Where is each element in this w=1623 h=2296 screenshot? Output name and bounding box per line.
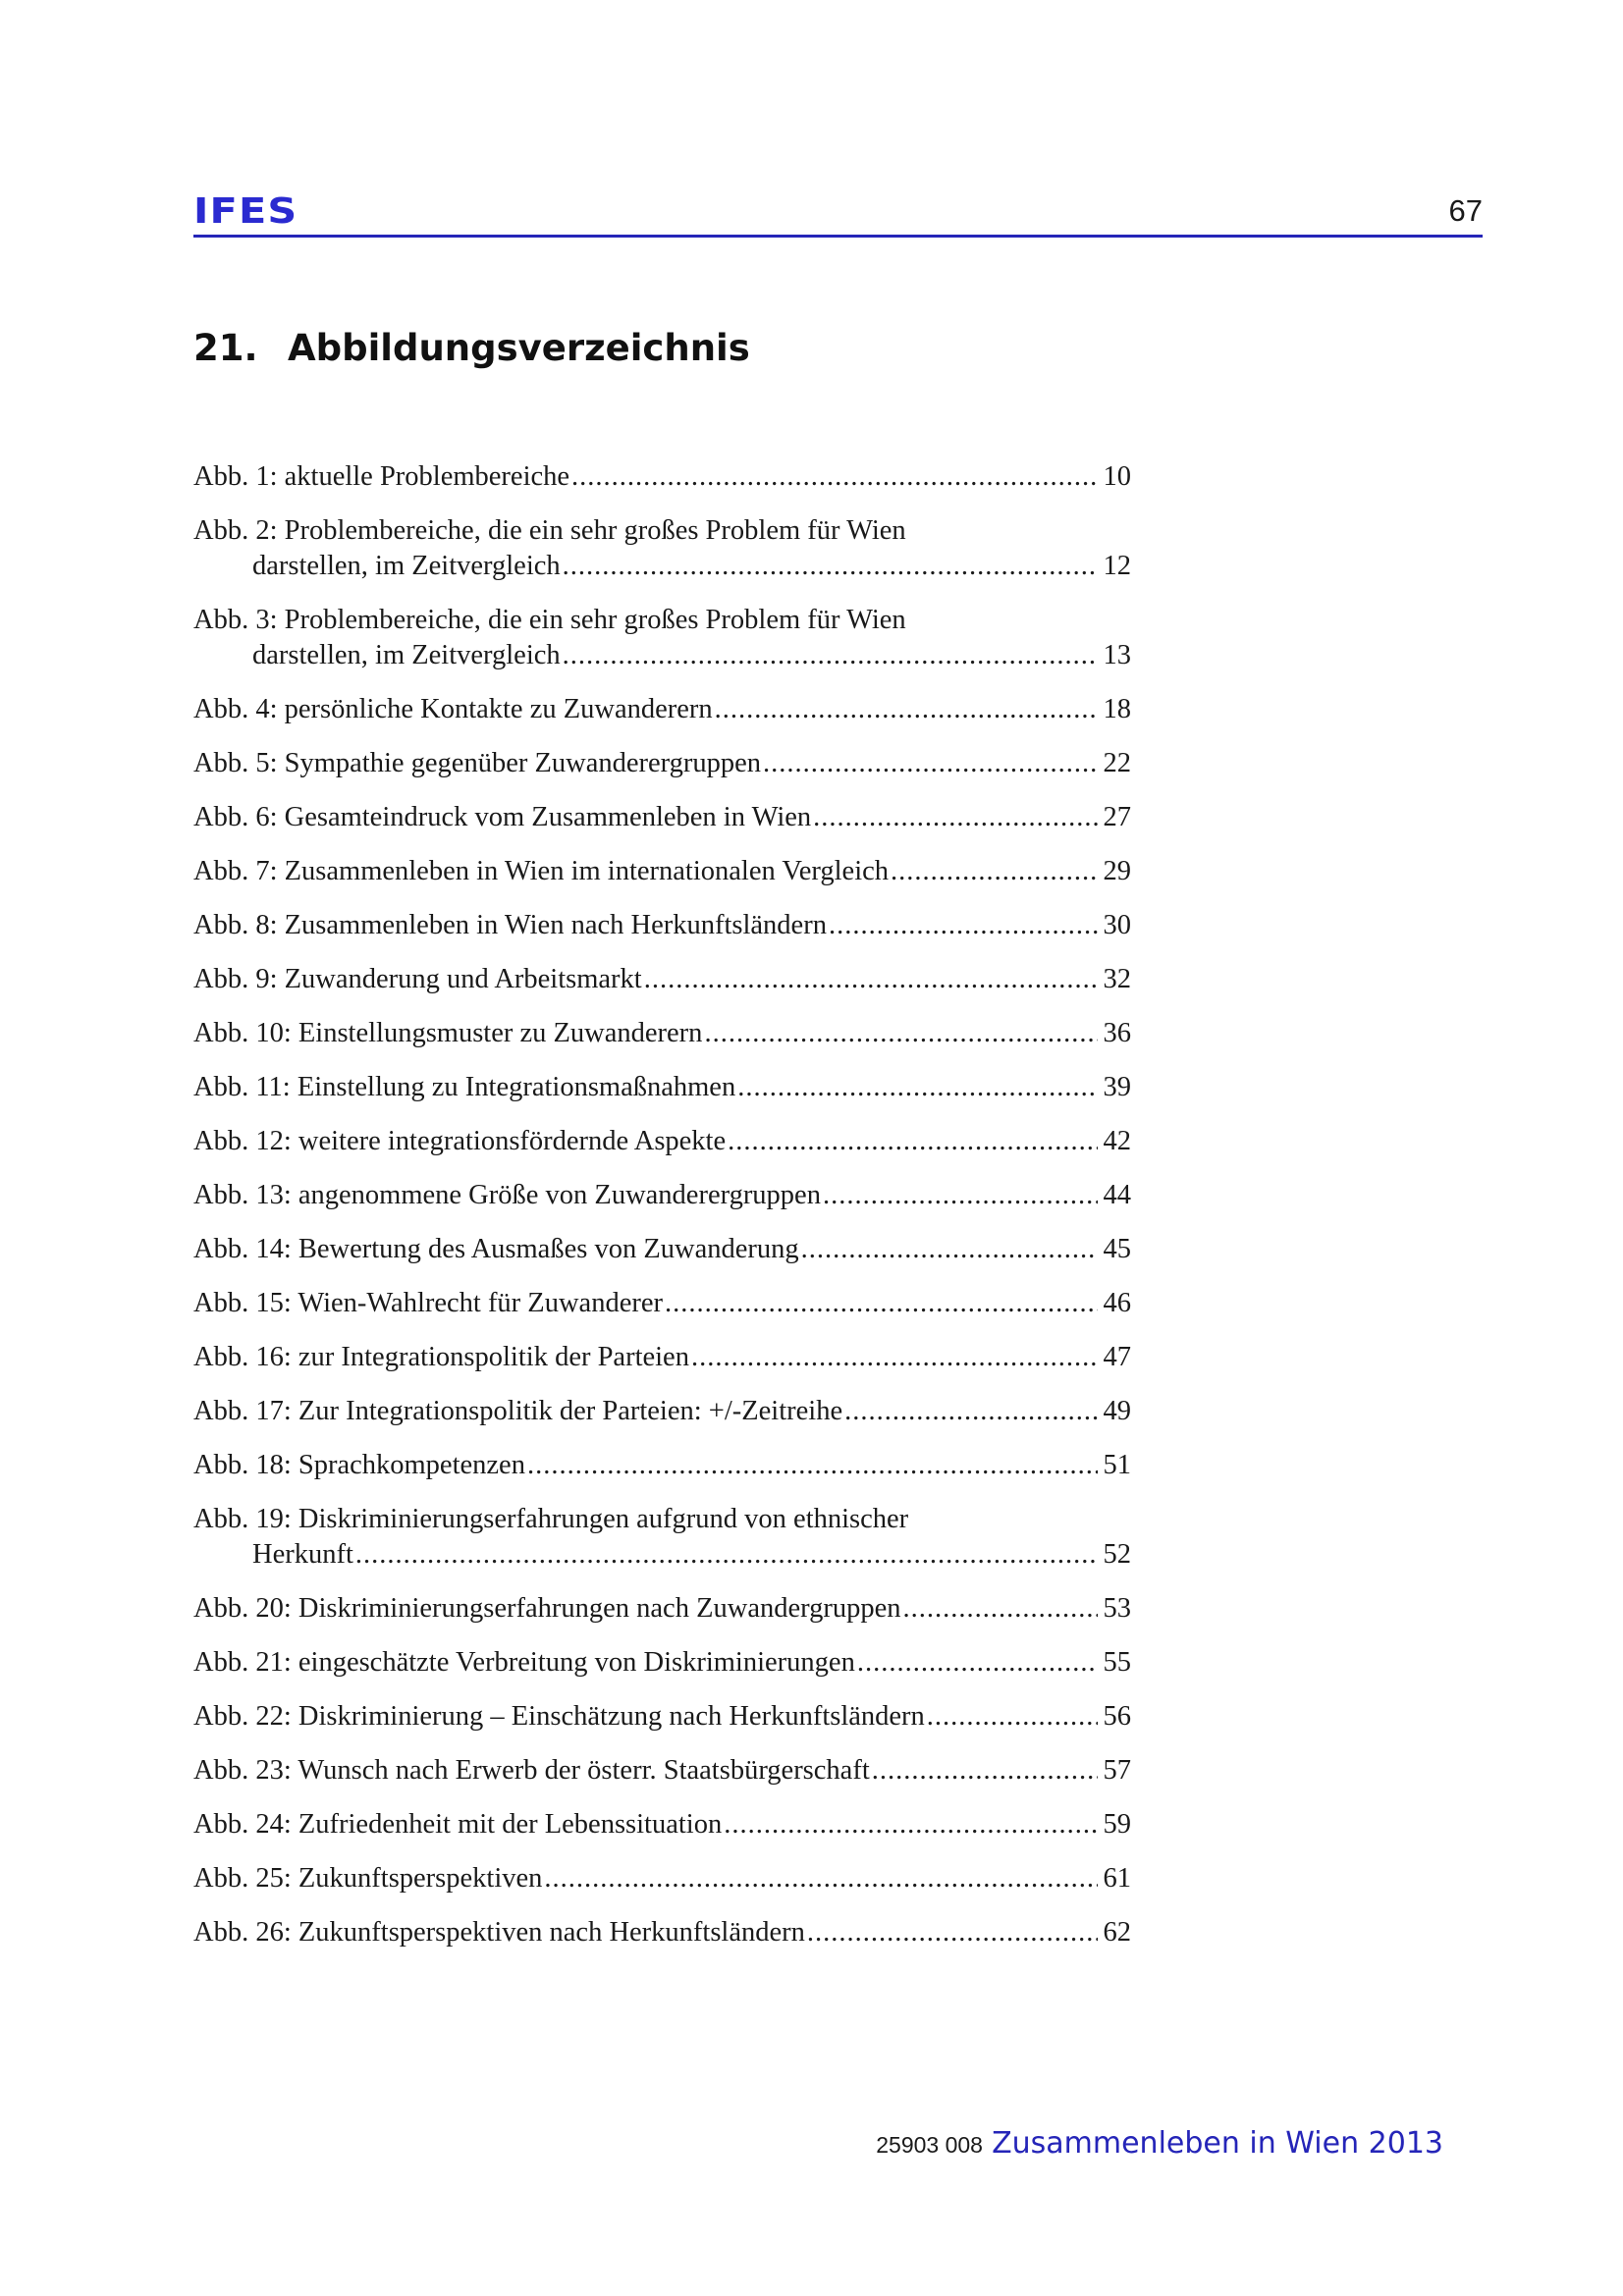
entry-page-number: 42 [1103, 1126, 1131, 1156]
dot-leader [857, 1645, 1098, 1681]
dot-leader [691, 1340, 1098, 1375]
entry-title: Abb. 22: Diskriminierung – Einschätzung nach Herkunftsländern [193, 1701, 925, 1732]
dot-leader [544, 1861, 1097, 1896]
dot-leader [807, 1915, 1098, 1950]
entry-title: Abb. 12: weitere integrationsfördernde Aspekte [193, 1126, 727, 1156]
entry-page-number: 32 [1103, 964, 1131, 994]
entry-title: Abb. 26: Zukunftsperspektiven nach Herkunftsländern [193, 1917, 805, 1948]
entry-page-number: 56 [1103, 1701, 1131, 1732]
entry-title: darstellen, im Zeitvergleich [252, 551, 561, 581]
figure-list-entry[interactable] [193, 1645, 1131, 1681]
figure-list-entry[interactable] [193, 908, 1131, 943]
figure-list-entry[interactable] [193, 1753, 1131, 1789]
dot-leader [872, 1753, 1098, 1789]
dot-leader [724, 1807, 1097, 1842]
figure-list-entry[interactable] [193, 746, 1131, 781]
entry-page-number: 61 [1103, 1863, 1131, 1894]
entry-page-number: 10 [1103, 461, 1131, 492]
page-header [193, 191, 1483, 238]
figure-list-entry[interactable] [193, 1340, 1131, 1375]
dot-leader [728, 1124, 1097, 1159]
entry-page-number: 51 [1103, 1450, 1131, 1480]
footer-report-code: 25903 008 [876, 2132, 983, 2158]
entry-title: Abb. 9: Zuwanderung und Arbeitsmarkt [193, 964, 642, 994]
entry-page-number: 52 [1103, 1539, 1131, 1570]
entry-page-number: 18 [1103, 694, 1131, 724]
figure-list-entry[interactable] [193, 459, 1131, 495]
entry-title: Abb. 25: Zukunftsperspektiven [193, 1863, 543, 1894]
entry-page-number: 36 [1103, 1018, 1131, 1048]
entry-page-number: 44 [1103, 1180, 1131, 1210]
entry-title: Abb. 2: Problembereiche, die ein sehr großes Problem für Wien [193, 515, 906, 546]
entry-title: Abb. 20: Diskriminierungserfahrungen nach Zuwandergruppen [193, 1593, 901, 1624]
entry-page-number: 22 [1103, 748, 1131, 778]
dot-leader [527, 1448, 1098, 1483]
entry-page-number: 55 [1103, 1647, 1131, 1678]
dot-leader [644, 962, 1098, 997]
figure-list-entry[interactable] [193, 513, 1131, 584]
figure-list [193, 459, 1131, 1969]
entry-title: Abb. 23: Wunsch nach Erwerb der österr. Staatsbürgerschaft [193, 1755, 870, 1786]
dot-leader [829, 908, 1098, 943]
chapter-title [193, 327, 750, 369]
entry-title: Abb. 18: Sprachkompetenzen [193, 1450, 525, 1480]
ifes-logo: IFES [193, 191, 298, 232]
entry-title: Abb. 6: Gesamteindruck vom Zusammenleben in Wien [193, 802, 812, 832]
entry-title: Abb. 1: aktuelle Problembereiche [193, 461, 570, 492]
figure-list-entry[interactable] [193, 1502, 1131, 1573]
chapter-title-text: Abbildungsverzeichnis [288, 327, 750, 369]
dot-leader [813, 800, 1097, 835]
entry-title: Abb. 5: Sympathie gegenüber Zuwanderergruppen [193, 748, 762, 778]
figure-list-entry[interactable] [193, 800, 1131, 835]
figure-list-entry[interactable] [193, 1861, 1131, 1896]
figure-list-entry[interactable] [193, 1915, 1131, 1950]
entry-title: Abb. 16: zur Integrationspolitik der Parteien [193, 1342, 689, 1372]
chapter-number: 21. [193, 327, 258, 369]
figure-list-entry[interactable] [193, 1232, 1131, 1267]
entry-title: Abb. 15: Wien-Wahlrecht für Zuwanderer [193, 1288, 663, 1318]
entry-title: darstellen, im Zeitvergleich [252, 640, 561, 670]
figure-list-entry[interactable] [193, 692, 1131, 727]
entry-page-number: 49 [1103, 1396, 1131, 1426]
entry-title: Herkunft [252, 1539, 353, 1570]
entry-page-number: 29 [1103, 856, 1131, 886]
entry-page-number: 30 [1103, 910, 1131, 940]
figure-list-entry[interactable] [193, 962, 1131, 997]
entry-title: Abb. 10: Einstellungsmuster zu Zuwanderern [193, 1018, 703, 1048]
dot-leader [715, 692, 1098, 727]
figure-list-entry[interactable] [193, 1016, 1131, 1051]
entry-page-number: 46 [1103, 1288, 1131, 1318]
dot-leader [823, 1178, 1098, 1213]
dot-leader [844, 1394, 1097, 1429]
entry-page-number: 39 [1103, 1072, 1131, 1102]
entry-page-number: 53 [1103, 1593, 1131, 1624]
figure-list-entry[interactable] [193, 1699, 1131, 1735]
entry-title: Abb. 17: Zur Integrationspolitik der Parteien: +/-Zeitreihe [193, 1396, 843, 1426]
dot-leader [563, 638, 1098, 673]
dot-leader [737, 1070, 1097, 1105]
dot-leader [801, 1232, 1098, 1267]
dot-leader [704, 1016, 1097, 1051]
figure-list-entry[interactable] [193, 1394, 1131, 1429]
footer-report-title: Zusammenleben in Wien 2013 [992, 2126, 1443, 2161]
dot-leader [903, 1591, 1098, 1627]
entry-title: Abb. 7: Zusammenleben in Wien im internationalen Vergleich [193, 856, 890, 886]
entry-page-number: 13 [1103, 640, 1131, 670]
entry-title: Abb. 4: persönliche Kontakte zu Zuwanderern [193, 694, 713, 724]
figure-list-entry[interactable] [193, 1591, 1131, 1627]
entry-page-number: 47 [1103, 1342, 1131, 1372]
entry-title: Abb. 13: angenommene Größe von Zuwanderergruppen [193, 1180, 821, 1210]
entry-page-number: 57 [1103, 1755, 1131, 1786]
figure-list-entry[interactable] [193, 1448, 1131, 1483]
page-footer [876, 2126, 1443, 2161]
figure-list-entry[interactable] [193, 1178, 1131, 1213]
dot-leader [563, 549, 1098, 584]
entry-title: Abb. 8: Zusammenleben in Wien nach Herkunftsländern [193, 910, 827, 940]
figure-list-entry[interactable] [193, 603, 1131, 673]
entry-page-number: 27 [1103, 802, 1131, 832]
entry-page-number: 45 [1103, 1234, 1131, 1264]
figure-list-entry[interactable] [193, 1807, 1131, 1842]
dot-leader [763, 746, 1097, 781]
entry-title: Abb. 11: Einstellung zu Integrationsmaßnahmen [193, 1072, 736, 1102]
dot-leader [927, 1699, 1098, 1735]
figure-list-entry[interactable] [193, 1070, 1131, 1105]
entry-title: Abb. 19: Diskriminierungserfahrungen aufgrund von ethnischer [193, 1504, 909, 1534]
dot-leader [355, 1537, 1098, 1573]
figure-list-entry[interactable] [193, 854, 1131, 889]
entry-page-number: 12 [1103, 551, 1131, 581]
entry-page-number: 59 [1103, 1809, 1131, 1840]
entry-page-number: 62 [1103, 1917, 1131, 1948]
dot-leader [891, 854, 1097, 889]
figure-list-entry[interactable] [193, 1124, 1131, 1159]
entry-title: Abb. 21: eingeschätzte Verbreitung von Diskriminierungen [193, 1647, 855, 1678]
page-number: 67 [1448, 193, 1483, 228]
dot-leader [665, 1286, 1098, 1321]
figure-list-entry[interactable] [193, 1286, 1131, 1321]
entry-title: Abb. 14: Bewertung des Ausmaßes von Zuwanderung [193, 1234, 799, 1264]
entry-title: Abb. 3: Problembereiche, die ein sehr großes Problem für Wien [193, 605, 906, 635]
dot-leader [571, 459, 1097, 495]
entry-title: Abb. 24: Zufriedenheit mit der Lebenssituation [193, 1809, 723, 1840]
